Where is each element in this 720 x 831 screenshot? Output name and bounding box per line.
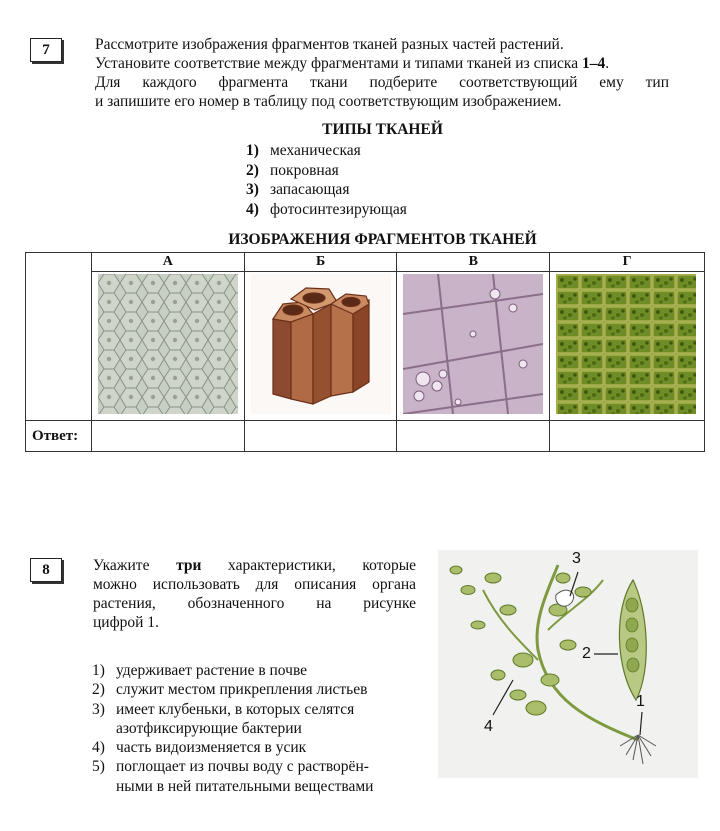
tissue-image-b	[251, 274, 391, 414]
pea-plant-drawing	[438, 550, 698, 778]
types-title: ТИПЫ ТКАНЕЙ	[322, 121, 443, 138]
tissue-images-table	[25, 252, 705, 452]
answer-cell-v[interactable]	[397, 421, 550, 452]
answer-cell-b[interactable]	[244, 421, 397, 452]
q8-options-list	[92, 661, 373, 796]
column-header-v: В	[397, 253, 550, 272]
figure-label-1: 1	[636, 693, 645, 710]
figure-label-3: 3	[572, 550, 581, 567]
image-cell-v	[397, 272, 550, 421]
question-number-7: 7	[30, 38, 62, 62]
answer-cell-a[interactable]	[91, 421, 244, 452]
q7-text-line-3: Для каждого фрагмента ткани подберите соответствующий ему тип	[95, 74, 669, 91]
column-header-b: Б	[244, 253, 397, 272]
q8-option-2: 2) служит местом прикрепления листьев	[92, 681, 368, 699]
q8-text-line-3: растения, обозначенного на рисунке	[93, 595, 416, 612]
q7-text-line-4: и запишите его номер в таблицу под соответствующим изображением.	[95, 93, 562, 110]
table-corner-cell	[26, 253, 92, 421]
tissue-type-3: 3) запасающая	[246, 181, 350, 198]
q7-text-line-2: Установите соответствие между фрагментами и типами тканей из списка 1–4.	[95, 55, 610, 72]
tissue-image-a	[98, 274, 238, 414]
q8-option-1: 1) удерживает растение в почве	[92, 662, 308, 679]
image-cell-b	[244, 272, 397, 421]
answer-cell-g[interactable]	[550, 421, 705, 452]
plant-figure	[438, 550, 698, 778]
figure-label-2: 2	[582, 645, 591, 662]
tissue-types-list	[246, 141, 407, 219]
q8-option-5: 5) поглощает из почвы воду с растворён- ными в ней питательными веществами	[92, 758, 374, 795]
image-cell-g	[550, 272, 705, 421]
image-cell-a	[91, 272, 244, 421]
tissue-image-g	[556, 274, 696, 414]
tissue-type-4: 4) фотосинтезирующая	[246, 200, 407, 218]
question-number-8: 8	[30, 558, 62, 582]
tissue-type-1: 1) механическая	[246, 142, 361, 159]
tissue-type-2: 2) покровная	[246, 161, 339, 179]
tissue-image-v	[403, 274, 543, 414]
q7-range: 1–4	[581, 55, 606, 72]
column-header-g: Г	[550, 253, 705, 272]
images-title: ИЗОБРАЖЕНИЯ ФРАГМЕНТОВ ТКАНЕЙ	[228, 231, 537, 248]
figure-label-4: 4	[484, 718, 493, 735]
q8-text-line-4: цифрой 1.	[93, 614, 159, 631]
q8-bold-three: три	[176, 557, 202, 574]
q8-option-4: 4) часть видоизменяется в усик	[92, 739, 307, 757]
q8-text-line-1: Укажите три характеристики, которые	[93, 557, 417, 574]
q8-option-3: 3) имеет клубеньки, в которых селятся азотфиксирующие бактерии	[92, 700, 355, 737]
column-header-a: А	[91, 253, 244, 272]
q8-text-line-2: можно использовать для описания органа	[93, 576, 416, 593]
q7-text-line-1: Рассмотрите изображения фрагментов тканей разных частей растений.	[95, 36, 564, 53]
answer-label: Ответ:	[26, 421, 92, 452]
